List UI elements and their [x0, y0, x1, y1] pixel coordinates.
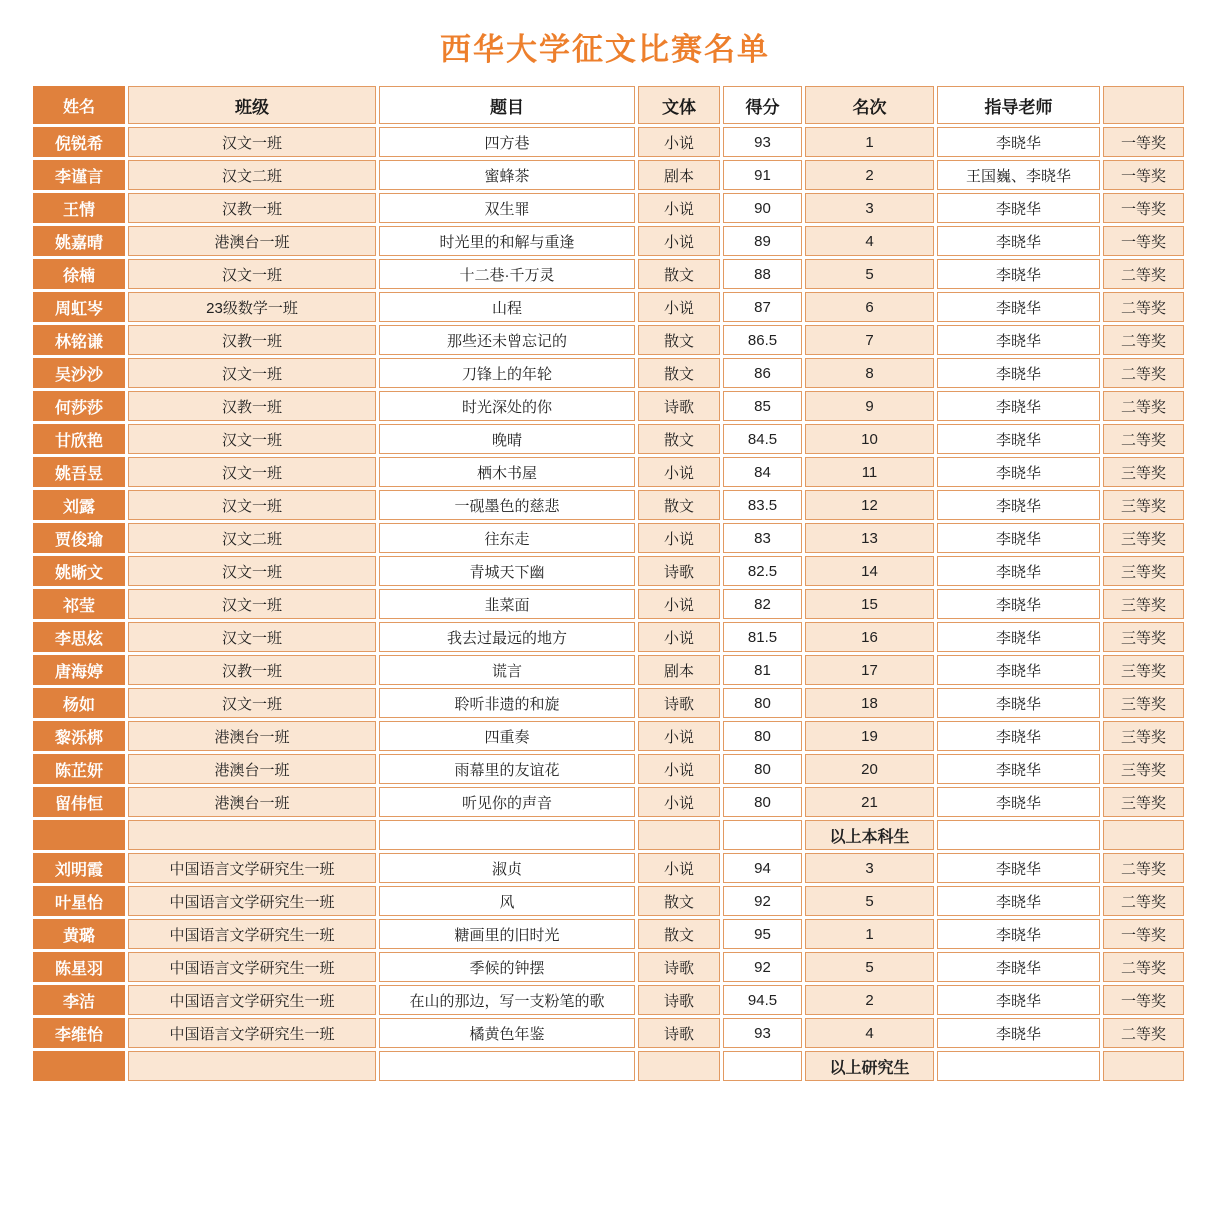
cell-title: 青城天下幽	[379, 556, 635, 586]
cell-class: 汉文一班	[128, 358, 376, 388]
table-row	[33, 886, 1184, 916]
cell-title: 雨幕里的友谊花	[379, 754, 635, 784]
cell-class: 汉文一班	[128, 127, 376, 157]
header-cell-rank: 名次	[805, 86, 934, 124]
cell-award: 三等奖	[1103, 523, 1184, 553]
cell-score: 82.5	[723, 556, 802, 586]
cell-name: 何莎莎	[33, 391, 125, 421]
cell-score: 87	[723, 292, 802, 322]
cell-genre: 诗歌	[638, 952, 720, 982]
cell-class: 汉文一班	[128, 490, 376, 520]
cell-genre: 小说	[638, 523, 720, 553]
cell-title: 听见你的声音	[379, 787, 635, 817]
cell-score	[723, 820, 802, 850]
table-row	[33, 1018, 1184, 1048]
cell-class: 中国语言文学研究生一班	[128, 985, 376, 1015]
cell-teacher: 李晓华	[937, 985, 1100, 1015]
cell-teacher: 李晓华	[937, 589, 1100, 619]
cell-award: 二等奖	[1103, 292, 1184, 322]
cell-class: 中国语言文学研究生一班	[128, 1018, 376, 1048]
table-row	[33, 127, 1184, 157]
cell-teacher: 李晓华	[937, 457, 1100, 487]
cell-name: 李维怡	[33, 1018, 125, 1048]
cell-genre: 小说	[638, 226, 720, 256]
cell-genre: 诗歌	[638, 391, 720, 421]
table-row	[33, 259, 1184, 289]
cell-score: 88	[723, 259, 802, 289]
cell-award: 一等奖	[1103, 919, 1184, 949]
cell-score: 94	[723, 853, 802, 883]
header-row	[33, 86, 1184, 124]
cell-name: 姚吾昱	[33, 457, 125, 487]
cell-rank: 2	[805, 985, 934, 1015]
cell-score: 80	[723, 688, 802, 718]
cell-name: 林铭谦	[33, 325, 125, 355]
cell-name: 徐楠	[33, 259, 125, 289]
cell-name: 王情	[33, 193, 125, 223]
cell-name: 陈星羽	[33, 952, 125, 982]
cell-award: 三等奖	[1103, 787, 1184, 817]
cell-teacher: 李晓华	[937, 952, 1100, 982]
cell-name: 甘欣艳	[33, 424, 125, 454]
table-row	[33, 589, 1184, 619]
cell-award: 三等奖	[1103, 556, 1184, 586]
cell-score: 83.5	[723, 490, 802, 520]
cell-score: 80	[723, 787, 802, 817]
cell-score: 82	[723, 589, 802, 619]
cell-rank: 11	[805, 457, 934, 487]
cell-score	[723, 1051, 802, 1081]
cell-class: 23级数学一班	[128, 292, 376, 322]
cell-rank: 4	[805, 226, 934, 256]
cell-title: 栖木书屋	[379, 457, 635, 487]
cell-genre: 诗歌	[638, 1018, 720, 1048]
cell-genre: 小说	[638, 853, 720, 883]
cell-name: 贾俊瑜	[33, 523, 125, 553]
cell-class: 中国语言文学研究生一班	[128, 853, 376, 883]
cell-name: 叶星怡	[33, 886, 125, 916]
cell-award: 一等奖	[1103, 226, 1184, 256]
cell-name: 李洁	[33, 985, 125, 1015]
table-row	[33, 424, 1184, 454]
cell-award: 一等奖	[1103, 127, 1184, 157]
cell-score: 80	[723, 721, 802, 751]
cell-name: 刘露	[33, 490, 125, 520]
cell-rank: 3	[805, 853, 934, 883]
cell-name: 李谨言	[33, 160, 125, 190]
cell-name: 李思炫	[33, 622, 125, 652]
table-row	[33, 622, 1184, 652]
table-body	[33, 127, 1184, 1081]
table-row	[33, 391, 1184, 421]
table-row	[33, 193, 1184, 223]
cell-score: 80	[723, 754, 802, 784]
cell-teacher: 李晓华	[937, 490, 1100, 520]
cell-teacher: 李晓华	[937, 655, 1100, 685]
table-row	[33, 325, 1184, 355]
cell-genre: 散文	[638, 259, 720, 289]
cell-award: 三等奖	[1103, 655, 1184, 685]
cell-name: 周虹岑	[33, 292, 125, 322]
cell-award: 二等奖	[1103, 259, 1184, 289]
cell-rank: 18	[805, 688, 934, 718]
cell-teacher: 李晓华	[937, 292, 1100, 322]
cell-genre	[638, 1051, 720, 1081]
cell-title: 蜜蜂茶	[379, 160, 635, 190]
cell-rank: 9	[805, 391, 934, 421]
cell-name: 唐海婷	[33, 655, 125, 685]
cell-genre: 散文	[638, 919, 720, 949]
cell-class: 汉教一班	[128, 391, 376, 421]
cell-rank: 16	[805, 622, 934, 652]
cell-class: 中国语言文学研究生一班	[128, 886, 376, 916]
cell-teacher	[937, 820, 1100, 850]
cell-teacher: 李晓华	[937, 787, 1100, 817]
cell-class: 中国语言文学研究生一班	[128, 919, 376, 949]
cell-score: 94.5	[723, 985, 802, 1015]
cell-name: 吴沙沙	[33, 358, 125, 388]
cell-title: 十二巷·千万灵	[379, 259, 635, 289]
table-row	[33, 226, 1184, 256]
cell-class	[128, 1051, 376, 1081]
cell-genre: 小说	[638, 787, 720, 817]
cell-score: 85	[723, 391, 802, 421]
cell-teacher: 李晓华	[937, 622, 1100, 652]
cell-title: 谎言	[379, 655, 635, 685]
cell-rank: 5	[805, 952, 934, 982]
cell-genre: 散文	[638, 325, 720, 355]
cell-score: 95	[723, 919, 802, 949]
cell-class: 汉文一班	[128, 688, 376, 718]
table-row	[33, 721, 1184, 751]
cell-score: 84.5	[723, 424, 802, 454]
cell-class: 汉文二班	[128, 523, 376, 553]
cell-title: 聆听非遗的和旋	[379, 688, 635, 718]
cell-title: 双生罪	[379, 193, 635, 223]
table-row	[33, 457, 1184, 487]
cell-rank: 5	[805, 259, 934, 289]
cell-genre: 小说	[638, 292, 720, 322]
cell-rank: 1	[805, 919, 934, 949]
cell-name	[33, 1051, 125, 1081]
cell-rank: 以上本科生	[805, 820, 934, 850]
cell-name: 黎泺梆	[33, 721, 125, 751]
cell-award: 二等奖	[1103, 358, 1184, 388]
cell-score: 86.5	[723, 325, 802, 355]
cell-rank: 5	[805, 886, 934, 916]
cell-class: 汉文一班	[128, 424, 376, 454]
table-row	[33, 523, 1184, 553]
table-row	[33, 688, 1184, 718]
cell-name: 留伟恒	[33, 787, 125, 817]
cell-score: 81.5	[723, 622, 802, 652]
cell-teacher: 李晓华	[937, 1018, 1100, 1048]
cell-teacher: 李晓华	[937, 391, 1100, 421]
cell-title: 四重奏	[379, 721, 635, 751]
cell-name	[33, 820, 125, 850]
table-row	[33, 787, 1184, 817]
cell-title: 那些还未曾忘记的	[379, 325, 635, 355]
cell-genre: 小说	[638, 127, 720, 157]
cell-rank: 14	[805, 556, 934, 586]
cell-score: 81	[723, 655, 802, 685]
cell-rank: 8	[805, 358, 934, 388]
cell-genre: 小说	[638, 754, 720, 784]
cell-title: 刀锋上的年轮	[379, 358, 635, 388]
cell-name: 杨如	[33, 688, 125, 718]
table-row	[33, 952, 1184, 982]
table-row	[33, 358, 1184, 388]
cell-title	[379, 820, 635, 850]
cell-title: 在山的那边，写一支粉笔的歌	[379, 985, 635, 1015]
cell-rank: 20	[805, 754, 934, 784]
cell-teacher: 李晓华	[937, 886, 1100, 916]
cell-teacher: 李晓华	[937, 325, 1100, 355]
section-separator-row	[33, 1051, 1184, 1081]
cell-teacher: 李晓华	[937, 358, 1100, 388]
header-cell-name: 姓名	[33, 86, 125, 124]
cell-genre: 剧本	[638, 655, 720, 685]
cell-award: 三等奖	[1103, 589, 1184, 619]
cell-teacher: 李晓华	[937, 721, 1100, 751]
cell-rank: 13	[805, 523, 934, 553]
cell-award: 一等奖	[1103, 985, 1184, 1015]
cell-title: 晚晴	[379, 424, 635, 454]
cell-genre: 散文	[638, 424, 720, 454]
cell-teacher: 李晓华	[937, 226, 1100, 256]
cell-rank: 17	[805, 655, 934, 685]
header-cell-teacher: 指导老师	[937, 86, 1100, 124]
cell-title: 往东走	[379, 523, 635, 553]
cell-teacher: 李晓华	[937, 853, 1100, 883]
cell-rank: 1	[805, 127, 934, 157]
cell-award: 二等奖	[1103, 853, 1184, 883]
cell-teacher: 李晓华	[937, 556, 1100, 586]
cell-genre: 诗歌	[638, 985, 720, 1015]
cell-score: 89	[723, 226, 802, 256]
cell-class	[128, 820, 376, 850]
cell-name: 姚嘉晴	[33, 226, 125, 256]
cell-award: 二等奖	[1103, 952, 1184, 982]
cell-class: 港澳台一班	[128, 754, 376, 784]
cell-title: 风	[379, 886, 635, 916]
cell-award: 二等奖	[1103, 424, 1184, 454]
cell-title: 时光里的和解与重逢	[379, 226, 635, 256]
cell-teacher: 李晓华	[937, 424, 1100, 454]
table-row	[33, 919, 1184, 949]
cell-rank: 4	[805, 1018, 934, 1048]
table-row	[33, 754, 1184, 784]
table-row	[33, 490, 1184, 520]
cell-name: 陈芷妍	[33, 754, 125, 784]
cell-teacher	[937, 1051, 1100, 1081]
cell-title: 一砚墨色的慈悲	[379, 490, 635, 520]
cell-teacher: 李晓华	[937, 259, 1100, 289]
table-header	[33, 86, 1184, 124]
cell-rank: 7	[805, 325, 934, 355]
cell-title: 橘黄色年鉴	[379, 1018, 635, 1048]
cell-score: 91	[723, 160, 802, 190]
cell-genre: 小说	[638, 721, 720, 751]
cell-award: 二等奖	[1103, 391, 1184, 421]
cell-genre: 小说	[638, 193, 720, 223]
cell-class: 港澳台一班	[128, 787, 376, 817]
cell-score: 86	[723, 358, 802, 388]
cell-teacher: 王国巍、李晓华	[937, 160, 1100, 190]
cell-genre: 散文	[638, 886, 720, 916]
cell-award: 二等奖	[1103, 325, 1184, 355]
cell-genre: 剧本	[638, 160, 720, 190]
cell-title: 韭菜面	[379, 589, 635, 619]
cell-award	[1103, 1051, 1184, 1081]
cell-class: 港澳台一班	[128, 226, 376, 256]
cell-class: 汉文二班	[128, 160, 376, 190]
cell-rank: 以上研究生	[805, 1051, 934, 1081]
cell-class: 汉教一班	[128, 325, 376, 355]
table-row	[33, 292, 1184, 322]
cell-score: 93	[723, 127, 802, 157]
cell-class: 汉文一班	[128, 556, 376, 586]
cell-class: 汉文一班	[128, 622, 376, 652]
cell-score: 90	[723, 193, 802, 223]
page-title: 西华大学征文比赛名单	[440, 32, 770, 67]
cell-score: 93	[723, 1018, 802, 1048]
cell-score: 84	[723, 457, 802, 487]
cell-rank: 6	[805, 292, 934, 322]
cell-award: 一等奖	[1103, 160, 1184, 190]
header-cell-title: 题目	[379, 86, 635, 124]
cell-title: 我去过最远的地方	[379, 622, 635, 652]
cell-name: 黄璐	[33, 919, 125, 949]
cell-title: 糖画里的旧时光	[379, 919, 635, 949]
table-row	[33, 985, 1184, 1015]
cell-rank: 10	[805, 424, 934, 454]
competition-table	[30, 83, 1187, 1084]
cell-title: 淑贞	[379, 853, 635, 883]
cell-name: 刘明霞	[33, 853, 125, 883]
cell-class: 汉文一班	[128, 259, 376, 289]
cell-title: 四方巷	[379, 127, 635, 157]
cell-teacher: 李晓华	[937, 688, 1100, 718]
cell-class: 港澳台一班	[128, 721, 376, 751]
cell-award: 三等奖	[1103, 457, 1184, 487]
cell-score: 83	[723, 523, 802, 553]
cell-rank: 19	[805, 721, 934, 751]
cell-score: 92	[723, 886, 802, 916]
table-row	[33, 853, 1184, 883]
cell-rank: 21	[805, 787, 934, 817]
cell-award: 三等奖	[1103, 754, 1184, 784]
cell-award	[1103, 820, 1184, 850]
section-separator-row	[33, 820, 1184, 850]
header-cell-award	[1103, 86, 1184, 124]
cell-genre	[638, 820, 720, 850]
header-cell-class: 班级	[128, 86, 376, 124]
header-cell-genre: 文体	[638, 86, 720, 124]
cell-class: 汉教一班	[128, 193, 376, 223]
cell-award: 三等奖	[1103, 688, 1184, 718]
cell-rank: 12	[805, 490, 934, 520]
cell-award: 三等奖	[1103, 490, 1184, 520]
table-row	[33, 160, 1184, 190]
cell-award: 三等奖	[1103, 721, 1184, 751]
cell-name: 祁莹	[33, 589, 125, 619]
table-row	[33, 655, 1184, 685]
cell-teacher: 李晓华	[937, 193, 1100, 223]
cell-class: 汉教一班	[128, 655, 376, 685]
cell-name: 姚晰文	[33, 556, 125, 586]
cell-genre: 散文	[638, 490, 720, 520]
cell-genre: 诗歌	[638, 688, 720, 718]
cell-award: 三等奖	[1103, 622, 1184, 652]
cell-teacher: 李晓华	[937, 523, 1100, 553]
header-cell-score: 得分	[723, 86, 802, 124]
cell-genre: 小说	[638, 457, 720, 487]
cell-name: 倪锐希	[33, 127, 125, 157]
cell-score: 92	[723, 952, 802, 982]
cell-genre: 小说	[638, 622, 720, 652]
cell-title: 时光深处的你	[379, 391, 635, 421]
table-row	[33, 556, 1184, 586]
cell-award: 一等奖	[1103, 193, 1184, 223]
cell-rank: 3	[805, 193, 934, 223]
cell-title: 山程	[379, 292, 635, 322]
cell-class: 汉文一班	[128, 589, 376, 619]
cell-class: 中国语言文学研究生一班	[128, 952, 376, 982]
cell-genre: 散文	[638, 358, 720, 388]
cell-award: 二等奖	[1103, 886, 1184, 916]
cell-genre: 诗歌	[638, 556, 720, 586]
cell-rank: 2	[805, 160, 934, 190]
cell-genre: 小说	[638, 589, 720, 619]
cell-teacher: 李晓华	[937, 919, 1100, 949]
cell-award: 二等奖	[1103, 1018, 1184, 1048]
cell-title	[379, 1051, 635, 1081]
cell-teacher: 李晓华	[937, 127, 1100, 157]
cell-class: 汉文一班	[128, 457, 376, 487]
cell-teacher: 李晓华	[937, 754, 1100, 784]
cell-rank: 15	[805, 589, 934, 619]
cell-title: 季候的钟摆	[379, 952, 635, 982]
